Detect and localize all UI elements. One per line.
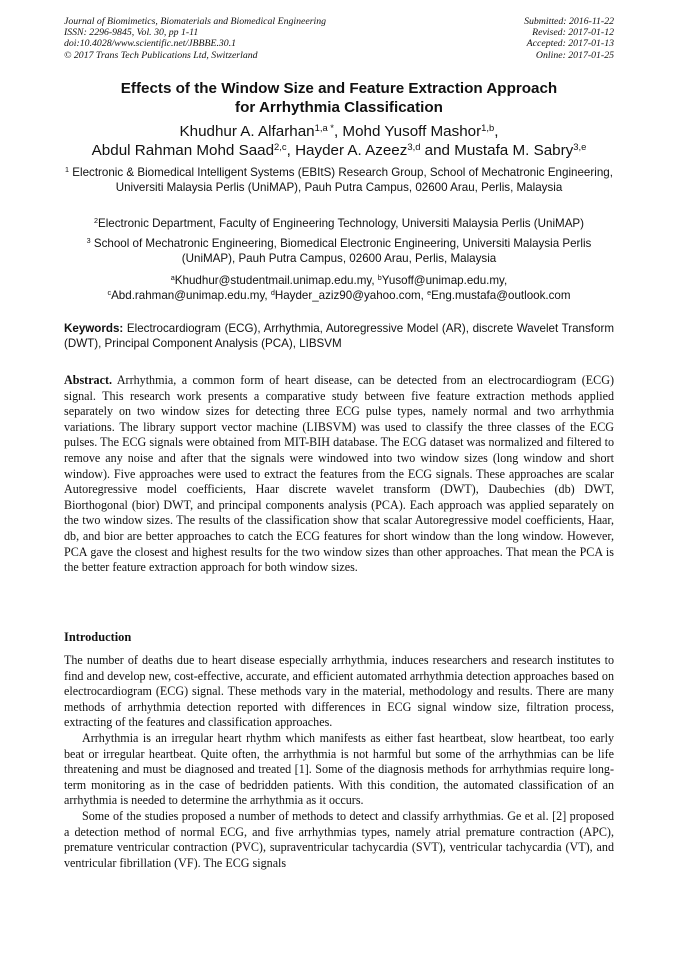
email-line-1 bbox=[64, 273, 614, 288]
date-submitted: Submitted: 2016-11-22 bbox=[524, 16, 614, 27]
email-mark: c bbox=[107, 288, 112, 298]
email-link[interactable]: Hayder_aziz90@yahoo.com, bbox=[274, 289, 424, 302]
author-name: Mohd Yusoff Mashor bbox=[342, 123, 482, 140]
author-affiliation-mark: 2,c bbox=[274, 140, 287, 152]
affiliation-text: Electronic & Biomedical Intelligent Systems (EBItS) Research Group, School of Mechatronic Engineering, Universiti Malaysia Perlis (UniMAP), Pauh Putra Campus, 02600 Arau, Perlis, Malaysia bbox=[72, 166, 613, 194]
journal-doi[interactable]: doi:10.4028/www.scientific.net/JBBBE.30.1 bbox=[64, 38, 237, 50]
journal-header bbox=[64, 16, 326, 61]
email-mark: d bbox=[270, 288, 275, 298]
author-affiliation-mark: 1,b bbox=[481, 121, 495, 133]
affiliation-text: School of Mechatronic Engineering, Biomedical Electronic Engineering, Universiti Malaysia Perlis (UniMAP), Pauh Putra Campus, 02600 Arau, Perlis, Malaysia bbox=[93, 237, 592, 265]
author-affiliation-mark: 1,a * bbox=[314, 121, 334, 133]
email-mark: e bbox=[427, 288, 432, 298]
email-link[interactable]: Khudhur@studentmail.unimap.edu.my, bbox=[174, 274, 375, 287]
author-affiliation-mark: 3,d bbox=[407, 140, 421, 152]
section-heading: Introduction bbox=[64, 630, 132, 644]
author-list bbox=[40, 122, 638, 160]
date-accepted: Accepted: 2017-01-13 bbox=[526, 38, 614, 50]
author-name: Mustafa M. Sabry bbox=[454, 142, 574, 159]
email-link[interactable]: Yusoff@unimap.edu.my, bbox=[381, 274, 508, 287]
email-link[interactable]: Abd.rahman@unimap.edu.my, bbox=[111, 289, 268, 302]
date-online: Online: 2017-01-25 bbox=[535, 49, 614, 61]
author-line-2: Abdul Rahman Mohd Saad$^{2,c}$, Hayder A. Azeez$^{3,d}$ and Mustafa M. Sabry$^{3,e}$ bbox=[91, 140, 587, 159]
affiliation bbox=[64, 165, 614, 195]
title-line-1: Effects of the Window Size and Feature Extraction Approach bbox=[120, 80, 558, 97]
author-name: Hayder A. Azeez bbox=[295, 142, 408, 159]
introduction-body bbox=[64, 653, 614, 871]
paragraph: Some of the studies proposed a number of methods to detect and classify arrhythmias. Ge et al. [2] proposed a detection method of normal ECG, and five arrhythmias types, namely atrial premature contraction (APC), premature ventricular contraction (PVC), supraventricular tachycardia (SVT), ventricular tachycardia (VT), and ventricular fibrillation (VF). The ECG signals bbox=[64, 808, 614, 870]
author-conjunction: and bbox=[424, 142, 450, 159]
affiliation bbox=[64, 216, 614, 231]
keywords-text: Electrocardiogram (ECG), Arrhythmia, Autoregressive Model (AR), discrete Wavelet Transform (DWT), Principal Component Analysis (PCA), LIBSVM bbox=[64, 322, 614, 350]
author-line-1: Khudhur A. Alfarhan$^{1,a *}$, Mohd Yusoff Mashor$^{1,b}$, bbox=[179, 121, 499, 140]
affiliation bbox=[64, 236, 614, 266]
paragraph: Arrhythmia is an irregular heart rhythm which manifests as either fast heartbeat, slow heartbeat, too early beat or irregular heartbeat. Quite often, the arrhythmia is not harmful but some of the arrhythmias can be life threatening and must be diagnosed and treated [1]. Some of the diagnosis methods for arrhythmias require long-term monitoring as in the case of bedridden patients. With this condition, the automated classification of an arrhythmia is needed to determine the arrhythmia as it occurs. bbox=[64, 730, 614, 808]
abstract-label: Abstract. bbox=[64, 373, 113, 387]
affiliation-number: 2 bbox=[93, 216, 98, 226]
title-line-2: for Arrhythmia Classification bbox=[235, 99, 443, 116]
keywords-label: Keywords: bbox=[64, 322, 124, 335]
abstract bbox=[64, 373, 614, 576]
email-line-2 bbox=[64, 288, 614, 303]
affiliation-number: 3 bbox=[86, 236, 91, 246]
abstract-text: Arrhythmia, a common form of heart disease, can be detected from an electrocardiogram (ECG) signal. This research work presents a comparative study between five feature extraction methods applied separately on two window sizes for detecting three ECG pulse types, namely normal and two arrhythmia variations. The library support vector machine (LIBSVM) was used to classify the three classes of the ECG pulses. The ECG signals were obtained from MIT-BIH database. The ECG dataset was normalized and filtered to remove any noise and after that the signals were windowed into two window sizes (long window and short window). Five approaches were used to extract the features from the ECG signals. These approaches are scalar Autoregressive model coefficients, Haar discrete wavelet transform (DWT), Daubechies (db) DWT, Biorthogonal (bior) DWT, and principal components analysis (PCA). Each approach was applied separately on the two window sizes. The results of the classification show that scalar Autoregressive model coefficients, Haar, db, and bior are better approaches to catch the ECG features for short window than the long window. However, PCA gave the closest and highest results for the two window sizes than other approaches. That mean the PCA is the better feature extraction approach for both window sizes. bbox=[64, 373, 614, 575]
author-affiliation-mark: 3,e bbox=[573, 140, 587, 152]
author-name: Khudhur A. Alfarhan bbox=[179, 123, 315, 140]
email-link[interactable]: Eng.mustafa@outlook.com bbox=[431, 289, 571, 302]
email-mark: b bbox=[377, 273, 382, 283]
journal-name: Journal of Biomimetics, Biomaterials and Biomedical Engineering bbox=[64, 16, 327, 27]
publication-dates bbox=[524, 16, 614, 61]
keywords bbox=[64, 321, 614, 351]
date-revised: Revised: 2017-01-12 bbox=[532, 27, 614, 39]
journal-issn: ISSN: 2296-9845, Vol. 30, pp 1-11 bbox=[64, 27, 199, 39]
paragraph: The number of deaths due to heart disease especially arrhythmia, induces researchers and research institutes to find and develop new, cost-effective, accurate, and efficient automated arrhythmia detection approaches based on electrocardiogram (ECG) signal. These methods vary in the material, methodology and results. There are many methods of arrhythmia detection reported with differences in ECG signal window size, filtration process, extracting of the features and classification approaches. bbox=[64, 653, 614, 730]
affiliation-text: Electronic Department, Faculty of Engineering Technology, Universiti Malaysia Perlis (UniMAP) bbox=[97, 217, 585, 230]
affiliation-number: 1 bbox=[65, 165, 70, 175]
email-mark: a bbox=[170, 273, 175, 283]
journal-copyright: © 2017 Trans Tech Publications Ltd, Switzerland bbox=[64, 49, 258, 61]
author-emails bbox=[64, 273, 614, 303]
paper-title bbox=[40, 79, 638, 117]
author-name: Abdul Rahman Mohd Saad bbox=[91, 142, 275, 159]
